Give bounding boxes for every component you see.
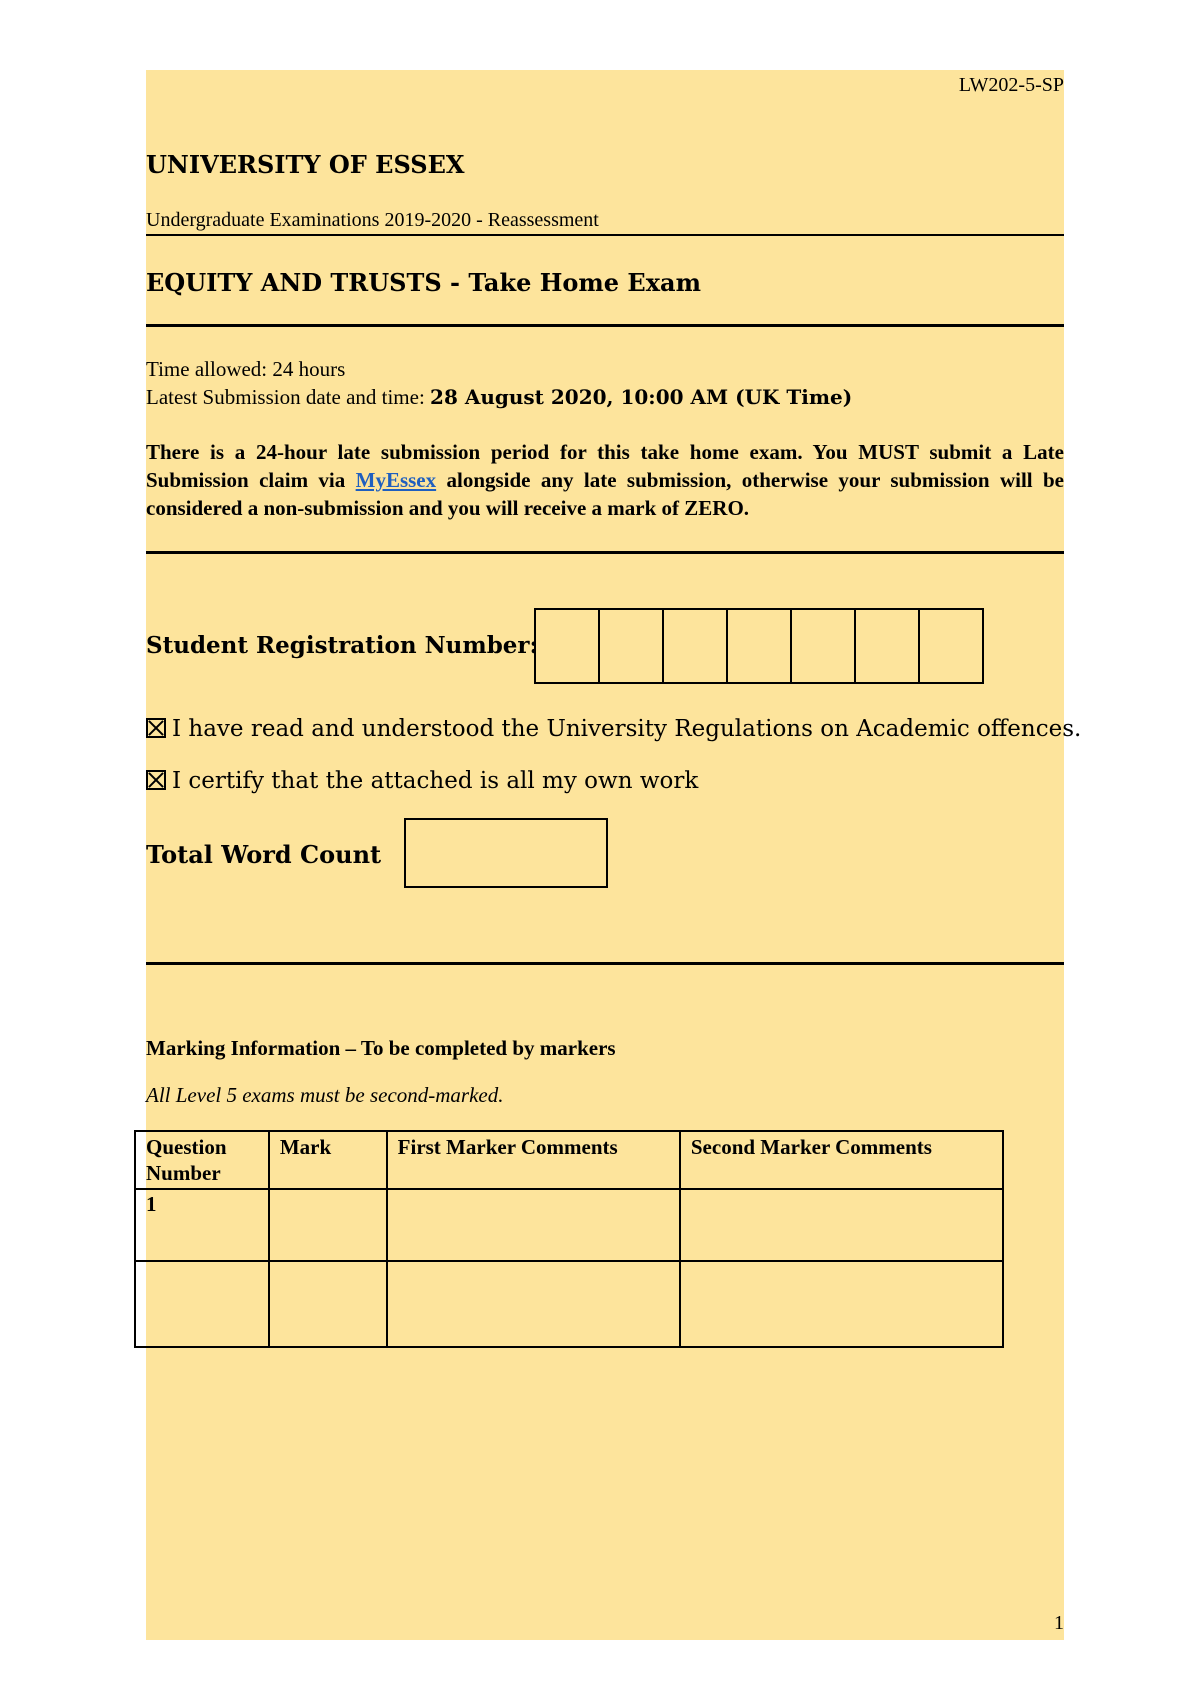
late-submission-notice [146, 438, 1064, 522]
table-row [135, 1261, 1003, 1347]
latest-submission-label: Latest Submission date and time: [146, 385, 431, 409]
question-number-cell[interactable] [135, 1261, 269, 1347]
exam-session-line: Undergraduate Examinations 2019-2020 - Reassessment [146, 209, 599, 231]
registration-digit-box[interactable] [600, 610, 664, 682]
registration-number-boxes [534, 608, 984, 684]
table-row [135, 1189, 1003, 1261]
registration-digit-box[interactable] [856, 610, 920, 682]
late-notice-text-1: There is a 24-hour late submission period for this take home exam. You MUST submit a Late Submission claim via [146, 440, 1064, 492]
first-marker-comments-cell[interactable] [387, 1189, 680, 1261]
checked-box-icon[interactable] [146, 770, 166, 790]
divider-3 [146, 551, 1064, 554]
declaration-own-work [146, 768, 698, 794]
word-count-label: Total Word Count [146, 840, 382, 869]
marking-table [134, 1130, 1004, 1348]
marking-info-title: Marking Information – To be completed by markers [146, 1036, 616, 1060]
registration-digit-box[interactable] [664, 610, 728, 682]
word-count-box[interactable] [404, 818, 608, 888]
divider-2 [146, 324, 1064, 327]
column-header-first-marker: First Marker Comments [387, 1131, 680, 1189]
mark-cell[interactable] [269, 1261, 387, 1347]
registration-digit-box[interactable] [920, 610, 982, 682]
page-number: 1 [1054, 1612, 1064, 1634]
second-marker-comments-cell[interactable] [680, 1261, 1003, 1347]
latest-submission-value: 28 August 2020, 10:00 AM (UK Time) [430, 385, 853, 409]
column-header-mark: Mark [269, 1131, 387, 1189]
late-notice-text-2: alongside any late submission, otherwise your submission will be considered a non-submission and you will receive a mark of ZERO. [146, 468, 1064, 520]
university-title: UNIVERSITY OF ESSEX [146, 150, 465, 179]
declaration-regulations-text: I have read and understood the University Regulations on Academic offences. [172, 716, 1082, 742]
column-header-question-number: Question Number [135, 1131, 269, 1189]
divider-1 [146, 234, 1064, 236]
mark-cell[interactable] [269, 1189, 387, 1261]
course-title: EQUITY AND TRUSTS - Take Home Exam [146, 268, 701, 297]
question-number-cell[interactable]: 1 [135, 1189, 269, 1261]
time-allowed: Time allowed: 24 hours [146, 357, 346, 381]
registration-label: Student Registration Number: [146, 632, 539, 659]
registration-digit-box[interactable] [728, 610, 792, 682]
declaration-own-work-text: I certify that the attached is all my own work [172, 768, 699, 794]
declaration-regulations [146, 716, 1081, 742]
registration-digit-box[interactable] [536, 610, 600, 682]
document-code: LW202-5-SP [958, 74, 1064, 96]
latest-submission [146, 385, 852, 410]
second-marker-comments-cell[interactable] [680, 1189, 1003, 1261]
marking-table-header-row [135, 1131, 1003, 1189]
marking-info-note: All Level 5 exams must be second-marked. [146, 1083, 504, 1107]
myessex-link[interactable]: MyEssex [355, 468, 437, 492]
divider-4 [146, 962, 1064, 965]
first-marker-comments-cell[interactable] [387, 1261, 680, 1347]
registration-digit-box[interactable] [792, 610, 856, 682]
checked-box-icon[interactable] [146, 718, 166, 738]
column-header-second-marker: Second Marker Comments [680, 1131, 1003, 1189]
